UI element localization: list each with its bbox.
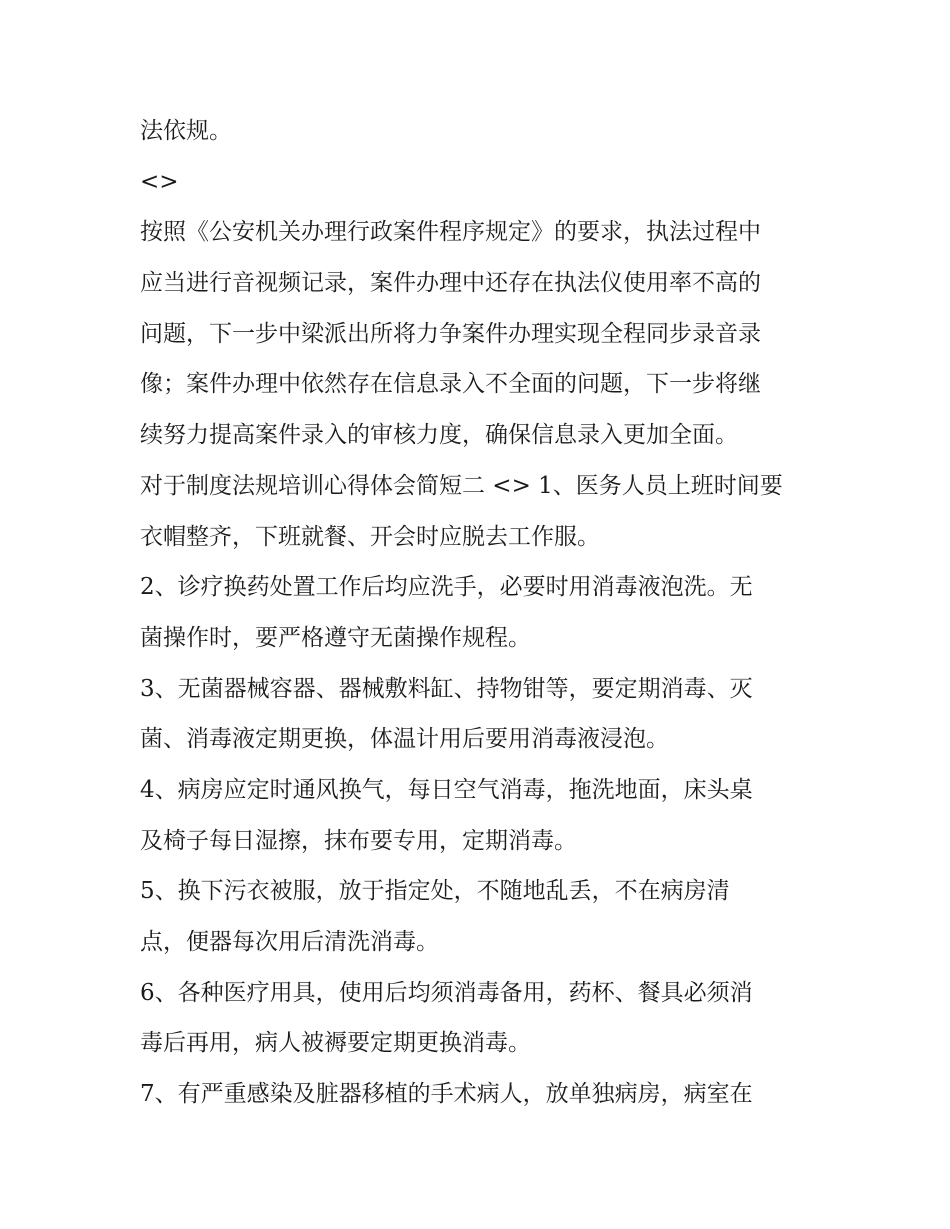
text-line: 衣帽整齐，下班就餐、开会时应脱去工作服。 [140, 523, 600, 550]
text-line: 4、病房应定时通风换气，每日空气消毒，拖洗地面，床头桌 [140, 776, 753, 803]
text-line: 问题，下一步中梁派出所将力争案件办理实现全程同步录音录 [140, 320, 761, 347]
text-line: 3、无菌器械容器、器械敷料缸、持物钳等，要定期消毒、灭 [140, 675, 753, 702]
text-line: 像；案件办理中依然存在信息录入不全面的问题，下一步将继 [140, 371, 761, 398]
text-line: 菌操作时，要严格遵守无菌操作规程。 [140, 624, 531, 651]
text-line: 2、诊疗换药处置工作后均应洗手，必要时用消毒液泡洗。无 [140, 574, 753, 601]
text-line: 6、各种医疗用具，使用后均须消毒备用，药杯、餐具必须消 [140, 979, 753, 1006]
text-line: 法依规。 [140, 118, 232, 144]
text-line: 及椅子每日湿擦，抹布要专用，定期消毒。 [140, 827, 577, 854]
text-line: 按照《公安机关办理行政案件程序规定》的要求，执法过程中 [140, 219, 761, 246]
text-line: 续努力提高案件录入的审核力度，确保信息录入更加全面。 [140, 422, 738, 449]
text-line: 对于制度法规培训心得体会简短二 <> 1、医务人员上班时间要 [140, 472, 783, 499]
text-line: 5、换下污衣被服，放于指定处，不随地乱丢，不在病房清 [140, 878, 730, 905]
text-line: 应当进行音视频记录，案件办理中还存在执法仪使用率不高的 [140, 270, 761, 297]
text-line: 毒后再用，病人被褥要定期更换消毒。 [140, 1030, 531, 1057]
text-line: 点，便器每次用后清洗消毒。 [140, 929, 439, 955]
text-line: 7、有严重感染及脏器移植的手术病人，放单独病房，病室在 [140, 1081, 753, 1108]
text-line: <> [140, 168, 179, 195]
document-body [140, 106, 820, 1120]
text-line: 菌、消毒液定期更换，体温计用后要用消毒液浸泡。 [140, 726, 669, 753]
